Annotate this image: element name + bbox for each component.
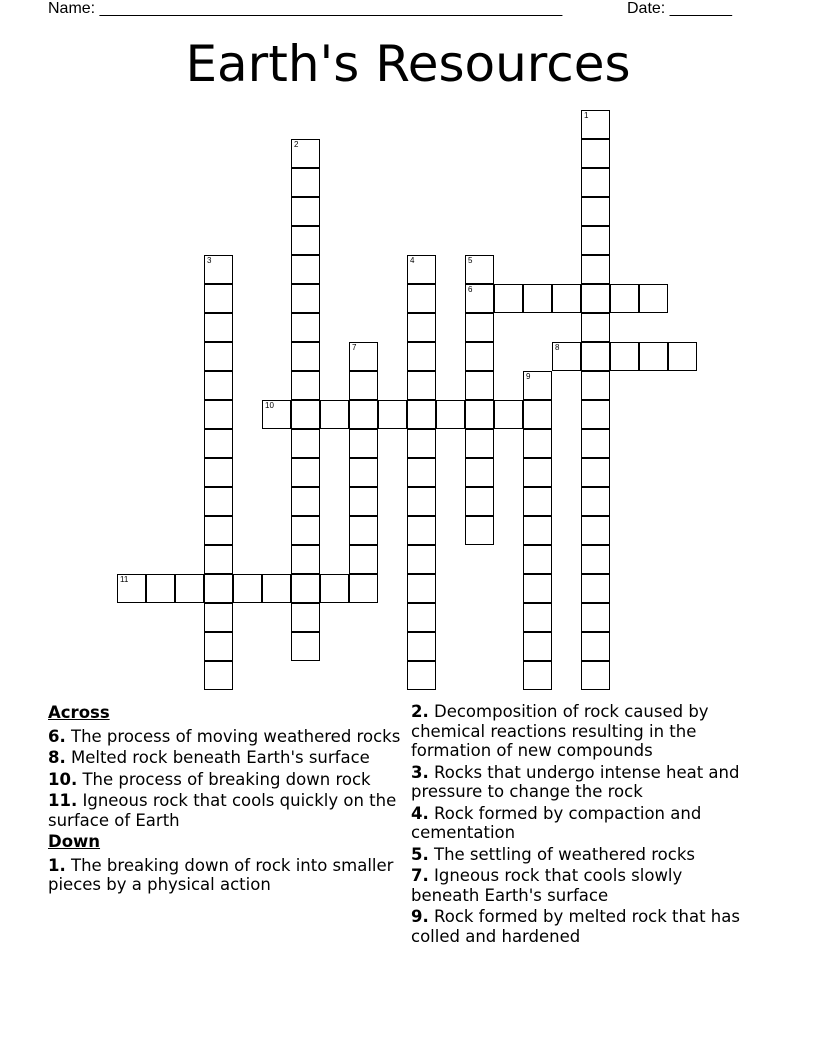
clue-text: Igneous rock that cools slowly beneath Earth's surface: [411, 866, 683, 905]
grid-cell[interactable]: [349, 574, 378, 603]
grid-cell[interactable]: [523, 632, 552, 661]
grid-cell[interactable]: [407, 371, 436, 400]
clue-number: 10.: [48, 769, 78, 789]
grid-cell[interactable]: [204, 574, 233, 603]
grid-cell[interactable]: [581, 516, 610, 545]
clue-across-11: [48, 791, 408, 830]
clue-text: Igneous rock that cools quickly on the surface of Earth: [48, 791, 397, 830]
grid-cell[interactable]: [204, 458, 233, 487]
cell-number: 6: [468, 285, 473, 294]
cell-number: 2: [294, 140, 299, 149]
grid-cell[interactable]: [349, 516, 378, 545]
grid-cell[interactable]: [291, 255, 320, 284]
clue-text: Melted rock beneath Earth's surface: [65, 748, 370, 767]
grid-cell[interactable]: [291, 516, 320, 545]
grid-cell[interactable]: [204, 487, 233, 516]
grid-cell[interactable]: [523, 429, 552, 458]
grid-cell[interactable]: [407, 313, 436, 342]
clue-number: 6.: [48, 726, 66, 746]
name-blank: ____________________________________________________: [99, 0, 563, 17]
clue-number: 3.: [411, 762, 429, 782]
clue-down-1: [48, 856, 408, 895]
grid-cell[interactable]: [465, 371, 494, 400]
grid-cell[interactable]: [291, 197, 320, 226]
grid-cell[interactable]: [436, 400, 465, 429]
clue-number: 11.: [48, 791, 78, 810]
grid-cell[interactable]: [523, 487, 552, 516]
grid-cell[interactable]: [262, 400, 291, 429]
grid-cell[interactable]: [465, 284, 494, 313]
clue-down-2: [411, 702, 741, 761]
grid-cell[interactable]: [407, 255, 436, 284]
grid-cell[interactable]: [291, 603, 320, 632]
clue-text: The settling of weathered rocks: [428, 844, 695, 864]
grid-cell[interactable]: [465, 429, 494, 458]
clues-left-column: [48, 702, 408, 897]
grid-cell[interactable]: [291, 429, 320, 458]
grid-cell[interactable]: [581, 400, 610, 429]
grid-cell[interactable]: [465, 516, 494, 545]
grid-cell[interactable]: [146, 574, 175, 603]
grid-cell[interactable]: [175, 574, 204, 603]
clue-across-6: [48, 727, 408, 747]
grid-cell[interactable]: [349, 429, 378, 458]
clue-across-10: [48, 770, 408, 790]
grid-cell[interactable]: [523, 458, 552, 487]
clue-number: 2.: [411, 702, 429, 721]
clue-down-4: [411, 804, 741, 843]
grid-cell[interactable]: [610, 284, 639, 313]
grid-cell[interactable]: [291, 342, 320, 371]
clue-number: 8.: [48, 748, 66, 767]
grid-cell[interactable]: [291, 632, 320, 661]
grid-cell[interactable]: [668, 342, 697, 371]
grid-cell[interactable]: [407, 400, 436, 429]
grid-cell[interactable]: [465, 255, 494, 284]
grid-cell[interactable]: [581, 574, 610, 603]
grid-cell[interactable]: [204, 255, 233, 284]
grid-cell[interactable]: [581, 110, 610, 139]
clue-down-5: [411, 845, 741, 865]
grid-cell[interactable]: [552, 342, 581, 371]
grid-cell[interactable]: [581, 487, 610, 516]
cell-number: 1: [584, 111, 589, 120]
grid-cell[interactable]: [639, 284, 668, 313]
grid-cell[interactable]: [204, 371, 233, 400]
grid-cell[interactable]: [465, 313, 494, 342]
grid-cell[interactable]: [523, 603, 552, 632]
page-title: Earth's Resources: [185, 35, 631, 93]
grid-cell[interactable]: [291, 371, 320, 400]
grid-cell[interactable]: [523, 661, 552, 690]
grid-cell[interactable]: [581, 632, 610, 661]
grid-cell[interactable]: [610, 342, 639, 371]
grid-cell[interactable]: [581, 661, 610, 690]
grid-cell[interactable]: [581, 458, 610, 487]
clue-down-9: [411, 907, 741, 946]
grid-cell[interactable]: [581, 284, 610, 313]
grid-cell[interactable]: [523, 371, 552, 400]
grid-cell[interactable]: [581, 197, 610, 226]
grid-cell[interactable]: [407, 574, 436, 603]
cell-number: 10: [265, 401, 274, 410]
grid-cell[interactable]: [581, 342, 610, 371]
cell-number: 4: [410, 256, 415, 265]
grid-cell[interactable]: [581, 371, 610, 400]
grid-cell[interactable]: [407, 661, 436, 690]
grid-cell[interactable]: [407, 632, 436, 661]
grid-cell[interactable]: [581, 313, 610, 342]
grid-cell[interactable]: [523, 400, 552, 429]
grid-cell[interactable]: [233, 574, 262, 603]
grid-cell[interactable]: [291, 168, 320, 197]
grid-cell[interactable]: [291, 400, 320, 429]
grid-cell[interactable]: [349, 400, 378, 429]
grid-cell[interactable]: [407, 603, 436, 632]
grid-cell[interactable]: [494, 400, 523, 429]
grid-cell[interactable]: [204, 284, 233, 313]
clue-text: Rocks that undergo intense heat and pressure to change the rock: [411, 762, 740, 801]
clue-text: Rock formed by melted rock that has colled and hardened: [411, 907, 740, 946]
grid-cell[interactable]: [465, 342, 494, 371]
clue-number: 1.: [48, 855, 66, 875]
grid-cell[interactable]: [581, 226, 610, 255]
grid-cell[interactable]: [494, 284, 523, 313]
grid-cell[interactable]: [465, 400, 494, 429]
grid-cell[interactable]: [552, 284, 581, 313]
clue-down-3: [411, 763, 741, 802]
grid-cell[interactable]: [407, 284, 436, 313]
grid-cell[interactable]: [407, 429, 436, 458]
grid-cell[interactable]: [204, 516, 233, 545]
grid-cell[interactable]: [349, 545, 378, 574]
grid-cell[interactable]: [523, 574, 552, 603]
grid-cell[interactable]: [465, 458, 494, 487]
grid-cell[interactable]: [204, 429, 233, 458]
clue-number: 5.: [411, 844, 429, 864]
grid-cell[interactable]: [291, 545, 320, 574]
grid-cell[interactable]: [204, 342, 233, 371]
clue-text: The process of moving weathered rocks: [65, 726, 401, 746]
grid-cell[interactable]: [320, 574, 349, 603]
grid-cell[interactable]: [349, 487, 378, 516]
grid-cell[interactable]: [320, 400, 349, 429]
grid-cell[interactable]: [407, 487, 436, 516]
grid-cell[interactable]: [407, 342, 436, 371]
cell-number: 3: [207, 256, 212, 265]
grid-cell[interactable]: [581, 168, 610, 197]
clue-text: The breaking down of rock into smaller pieces by a physical action: [48, 855, 394, 894]
grid-cell[interactable]: [291, 313, 320, 342]
grid-cell[interactable]: [523, 284, 552, 313]
grid-cell[interactable]: [349, 371, 378, 400]
grid-cell[interactable]: [407, 545, 436, 574]
date-label: Date:: [627, 0, 666, 17]
clue-down-7: [411, 866, 741, 905]
cell-number: 5: [468, 256, 473, 265]
name-label: Name:: [48, 0, 96, 17]
grid-cell[interactable]: [291, 284, 320, 313]
clue-text: The process of breaking down rock: [77, 769, 371, 789]
grid-cell[interactable]: [523, 516, 552, 545]
grid-cell[interactable]: [117, 574, 146, 603]
clue-number: 7.: [411, 866, 429, 885]
clue-number: 9.: [411, 907, 429, 926]
grid-cell[interactable]: [581, 255, 610, 284]
grid-cell[interactable]: [204, 661, 233, 690]
grid-cell[interactable]: [204, 603, 233, 632]
grid-cell[interactable]: [291, 226, 320, 255]
clue-across-8: [48, 748, 408, 768]
grid-cell[interactable]: [291, 574, 320, 603]
grid-cell[interactable]: [204, 400, 233, 429]
cell-number: 7: [352, 343, 357, 352]
clue-text: Rock formed by compaction and cementation: [411, 803, 702, 842]
grid-cell[interactable]: [581, 545, 610, 574]
grid-cell[interactable]: [291, 458, 320, 487]
grid-cell[interactable]: [407, 516, 436, 545]
grid-cell[interactable]: [349, 458, 378, 487]
cell-number: 11: [120, 575, 129, 584]
grid-cell[interactable]: [262, 574, 291, 603]
grid-cell[interactable]: [523, 545, 552, 574]
grid-cell[interactable]: [581, 429, 610, 458]
grid-cell[interactable]: [204, 313, 233, 342]
grid-cell[interactable]: [407, 458, 436, 487]
grid-cell[interactable]: [581, 139, 610, 168]
clue-number: 4.: [411, 803, 429, 823]
grid-cell[interactable]: [349, 342, 378, 371]
across-heading: Across: [48, 703, 110, 722]
down-heading: Down: [48, 832, 101, 851]
grid-cell[interactable]: [465, 487, 494, 516]
grid-cell[interactable]: [204, 632, 233, 661]
grid-cell[interactable]: [291, 139, 320, 168]
clues-right-column: [411, 702, 741, 948]
grid-cell[interactable]: [291, 487, 320, 516]
date-blank: _______: [669, 0, 732, 17]
grid-cell[interactable]: [581, 603, 610, 632]
cell-number: 9: [526, 372, 531, 381]
cell-number: 8: [555, 343, 560, 352]
grid-cell[interactable]: [378, 400, 407, 429]
grid-cell[interactable]: [204, 545, 233, 574]
grid-cell[interactable]: [639, 342, 668, 371]
clue-text: Decomposition of rock caused by chemical reactions resulting in the formation of new compounds: [411, 702, 709, 760]
